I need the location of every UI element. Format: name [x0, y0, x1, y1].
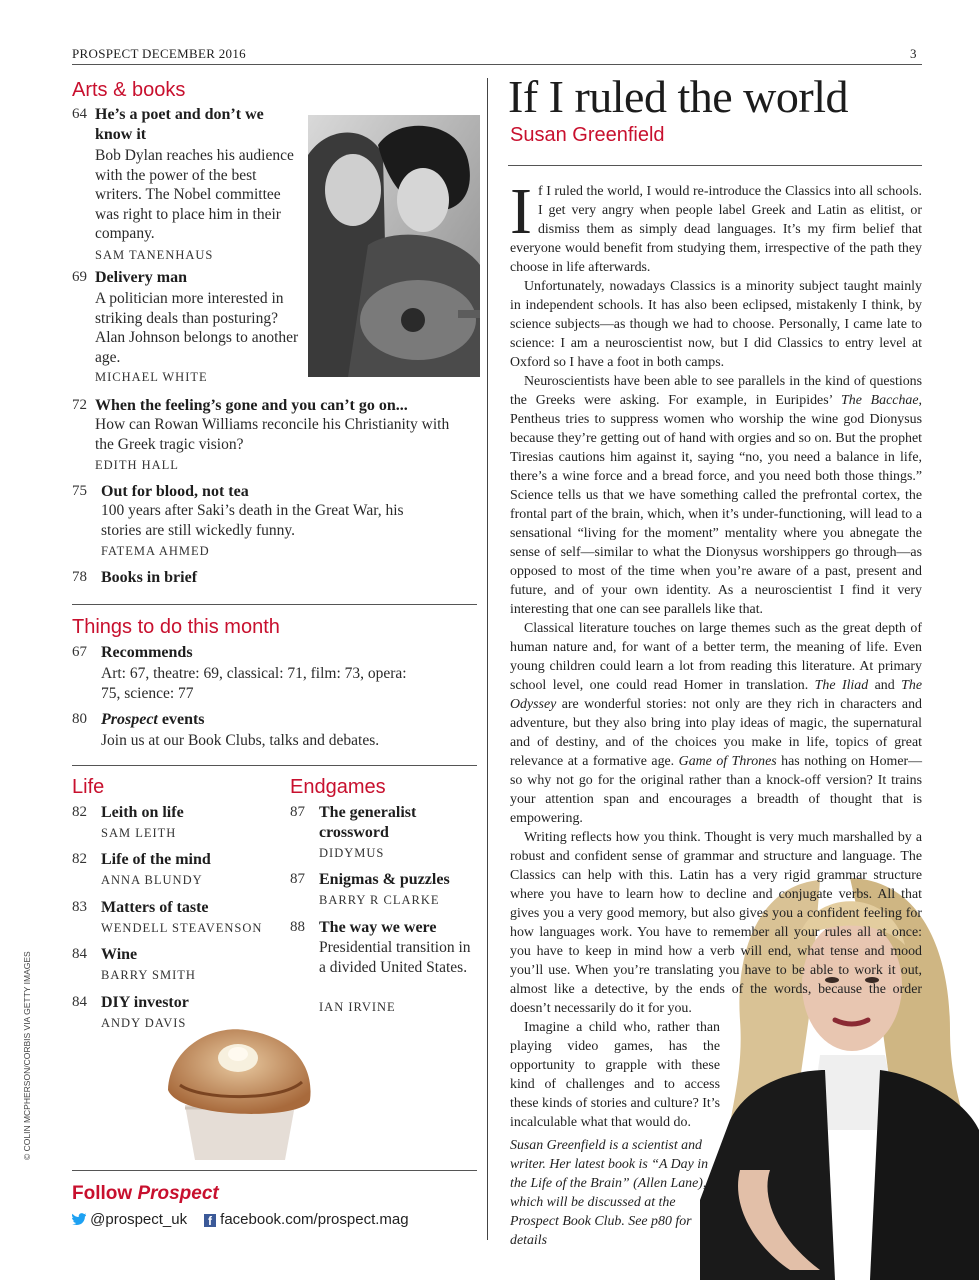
- facebook-icon: f: [204, 1214, 216, 1227]
- entry-title-rest: events: [157, 711, 205, 728]
- work-title: The Odyssey: [510, 678, 922, 712]
- page-ref: 75: [72, 483, 87, 499]
- drop-cap: I: [510, 175, 532, 248]
- entry-description: 100 years after Saki’s death in the Great War, his stories are still wickedly funny.: [101, 502, 404, 539]
- entry-author: MICHAEL WHITE: [95, 370, 208, 384]
- entry-title: He’s a poet and don’t we know it: [95, 106, 264, 143]
- entry-title: [101, 710, 205, 730]
- entry-title: Enigmas & puzzles: [319, 871, 450, 888]
- page-ref: 87: [290, 871, 305, 887]
- page-number: 3: [910, 46, 917, 61]
- page-ref: 72: [72, 397, 87, 413]
- page-ref: 88: [290, 919, 305, 935]
- follow-title: [72, 1183, 219, 1205]
- entry-title: The generalist crossword: [319, 804, 417, 841]
- page-ref: 84: [72, 946, 87, 962]
- article-paragraph: [510, 619, 922, 828]
- paragraph-text: Imagine a child who, rather than playing video games, has the opportunity to grapple with these kind of challenges and to access these kinds of stories and culture? It’s incalculable what that would do.: [510, 1020, 720, 1130]
- entry-title: Delivery man: [95, 269, 187, 286]
- entry-title: Matters of taste: [101, 899, 209, 916]
- entry-author: BARRY SMITH: [101, 968, 196, 982]
- column-divider: [487, 78, 488, 1240]
- entry-title: When the feeling’s gone and you can’t go on...: [95, 397, 408, 414]
- article-paragraph: [510, 175, 922, 277]
- paragraph-text: has nothing on Homer—so why not go for the original rather than a knock-off version? It trains your attention span and encourages a breadth of thought that is empowering.: [510, 754, 922, 826]
- work-title: The Iliad: [814, 678, 869, 693]
- entry-title: The way we were: [319, 919, 437, 936]
- entry-title-em: Prospect: [101, 711, 158, 728]
- facebook-link[interactable]: [204, 1211, 409, 1228]
- entry-author: EDITH HALL: [95, 458, 179, 472]
- follow-title-a: Follow: [72, 1183, 138, 1204]
- section-title-arts-books: Arts & books: [72, 79, 186, 101]
- bio-text: Susan Greenfield is a scientist and writer. Her latest book is “A Day in the Life of the Brain” (Allen Lane), which will be discussed at the Prospect Book Club. See p80 for details: [510, 1138, 709, 1248]
- page-ref: 80: [72, 711, 87, 727]
- facebook-handle: facebook.com/prospect.mag: [220, 1211, 409, 1228]
- article-paragraph: [510, 1018, 720, 1132]
- section-title-things: Things to do this month: [72, 616, 280, 638]
- entry-author: SAM LEITH: [101, 826, 177, 840]
- photo-credit: © COLIN MCPHERSON/CORBIS VIA GETTY IMAGES: [22, 951, 32, 1160]
- dylan-photo: [308, 115, 480, 377]
- entry-title: Out for blood, not tea: [101, 483, 249, 500]
- section-rule: [72, 1170, 477, 1171]
- page-ref: 84: [72, 994, 87, 1010]
- entry-description: A politician more interested in striking deals than posturing? Alan Johnson belongs to another age.: [95, 290, 299, 366]
- work-title: The Bacchae: [841, 393, 919, 408]
- entry-description: Art: 67, theatre: 69, classical: 71, film: 73, opera: 75, science: 77: [101, 665, 407, 702]
- page-ref: 83: [72, 899, 87, 915]
- page-ref: 82: [72, 804, 87, 820]
- issue-label: PROSPECT DECEMBER 2016: [72, 46, 246, 61]
- paragraph-text: Neuroscientists have been able to see parallels in the kind of questions the Greeks were asking. For example, in Euripides’: [510, 374, 922, 408]
- entry-author: SAM TANENHAUS: [95, 248, 214, 262]
- article-body: [510, 175, 922, 1250]
- twitter-link[interactable]: [72, 1211, 187, 1228]
- follow-title-b: Prospect: [137, 1183, 219, 1204]
- entry-author: FATEMA AHMED: [101, 544, 210, 558]
- entry-author: ANNA BLUNDY: [101, 873, 203, 887]
- paragraph-text: Writing reflects how you think. Thought is very much marshalled by a robust and confident sense of grammar and structure and language. The Classics can help with this. Latin has a very rigid grammar structure where you have to learn how to decline and conjugate verbs. All that gives you a very good memory, but also gives you a confident feeling for how languages work. You have to remember all your rules all at once: you have to keep in mind how a verb will end, what tense and mood you’ll use. When you’re translating you have to be able to work it out, almost like a detective, by the ends of the words, because the order doesn’t necessarily do it for you.: [510, 830, 922, 1016]
- page-ref: 87: [290, 804, 305, 820]
- section-title-life: Life: [72, 776, 105, 798]
- entry-description: Presidential transition in a divided United States.: [319, 939, 471, 976]
- entry-title: DIY investor: [101, 994, 189, 1011]
- page-ref: 67: [72, 644, 87, 660]
- page-ref: 64: [72, 106, 87, 122]
- article-author: Susan Greenfield: [510, 124, 665, 146]
- entry-description: Bob Dylan reaches his audience with the power of the best writers. The Nobel committee was right to place him in their company.: [95, 147, 294, 243]
- article-paragraph: [510, 828, 922, 1018]
- entry-description: How can Rowan Williams reconcile his Christianity with the Greek tragic vision?: [95, 416, 450, 453]
- entry-author: BARRY R CLARKE: [319, 893, 440, 907]
- paragraph-text: and: [868, 678, 902, 693]
- entry-author: WENDELL STEAVENSON: [101, 921, 263, 935]
- section-rule: [72, 604, 477, 605]
- entry-author: ANDY DAVIS: [101, 1016, 187, 1030]
- twitter-handle: @prospect_uk: [90, 1211, 188, 1228]
- paragraph-text: are wonderful stories: not only are they rich in characters and adventure, but they also bring into play ideas of magic, the supernatural and of destiny, and of the choices you make in life, topics of great relevance at a formative age.: [510, 697, 922, 769]
- entry-title: Leith on life: [101, 804, 184, 821]
- entry-title: Recommends: [101, 644, 193, 661]
- section-title-endgames: Endgames: [290, 776, 386, 798]
- article-title: If I ruled the world: [508, 71, 848, 122]
- author-bio: [510, 1136, 725, 1250]
- entry-author: IAN IRVINE: [319, 1000, 396, 1014]
- paragraph-text: , Pentheus tries to suppress women who worship the wine god Dionysus because they’re getting out of hand with orgies and so on. But the prophet Tiresias cautions him against it, saying “no, you need a balance in life, there’s a wine force and a bread force, and you need both those things.” Science tells us that we have something called the prefrontal cortex, the frontal part of the brain, which, when it’s under-functioning, will lead to a sensational “living for the moment” mentality where you abnegate the sense of self—similar to what the Dionysus worshippers go through—as opposed to most of the time when you’re aware of a past, present and future, and of your own identity. As a neuroscientist I find it very interesting that one can see parallels like that.: [510, 393, 922, 617]
- entry-description: Join us at our Book Clubs, talks and debates.: [101, 732, 380, 749]
- header-rule: [72, 64, 922, 65]
- twitter-icon: [72, 1213, 86, 1225]
- work-title: Game of Thrones: [678, 754, 777, 769]
- entry-title: Life of the mind: [101, 851, 211, 868]
- entry-title: Wine: [101, 946, 138, 963]
- entry-author: DIDYMUS: [319, 846, 385, 860]
- paragraph-text: f I ruled the world, I would re-introduce the Classics into all schools. I get very angry when people label Greek and Latin as elitist, or dismiss them as simply dead languages. It’s my firm belief that everyone would benefit from studying them, irrespective of the path they choose in life afterwards.: [510, 184, 922, 275]
- entry-title: Books in brief: [101, 569, 198, 586]
- souffle-photo: [160, 1020, 320, 1165]
- section-rule: [72, 765, 477, 766]
- page-ref: 78: [72, 569, 87, 585]
- article-paragraph: Unfortunately, nowadays Classics is a minority subject taught mainly in independent schools. It has also been eclipsed, mistakenly I think, by science subjects—as though we had to choose. Personally, I came late to science: I am a neuroscientist now, but I did Classics to entry level at Oxford so I have a foot in both camps.: [510, 279, 922, 370]
- title-rule: [508, 165, 922, 166]
- page-ref: 69: [72, 269, 87, 285]
- page-ref: 82: [72, 851, 87, 867]
- paragraph-text: Classical literature touches on large themes such as the great depth of human nature and, for want of a better term, the meaning of life. Even young children could learn a lot from reading this literature. At primary school level, one could read Homer in translation.: [510, 621, 922, 693]
- article-paragraph: [510, 372, 922, 619]
